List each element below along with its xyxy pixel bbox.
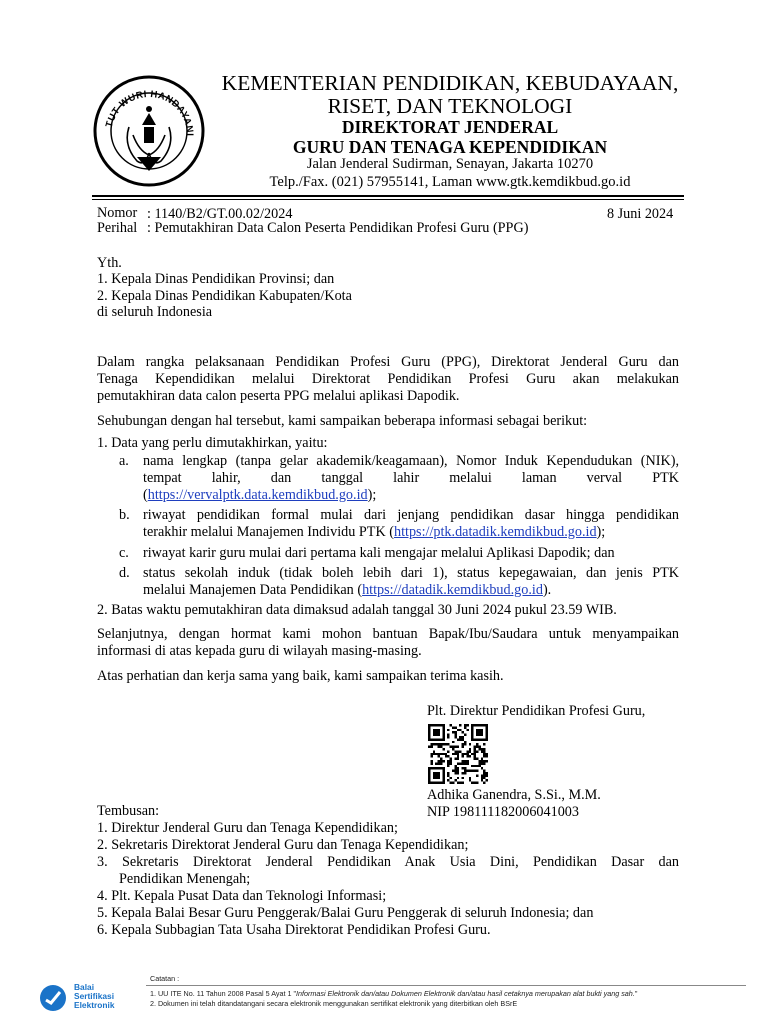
bsre-emblem-icon [38, 983, 68, 1013]
perihal-value: : Pemutakhiran Data Calon Peserta Pendidikan Profesi Guru (PPG) [147, 220, 529, 236]
perihal-label: Perihal [97, 220, 138, 236]
office-contact: Telp./Fax. (021) 57955141, Laman www.gtk.kemdikbud.go.id [269, 174, 631, 190]
sub-item-a-line3: (https://vervalptk.data.kemdikbud.go.id); [143, 487, 377, 503]
sub-item-b-line1: riwayat pendidikan formal mulai dari jenjang pendidikan dasar hingga pendidikan [143, 507, 679, 523]
sub-item-d-line1: status sekolah induk (tidak boleh lebih dari 1), status kepegawaian, dan jenis PTK [143, 565, 679, 581]
letter-date: 8 Juni 2024 [607, 206, 674, 222]
ptk-datadik-link[interactable]: https://ptk.datadik.kemdikbud.go.id [393, 524, 597, 540]
paragraph-3-line2: informasi di atas kepada guru di wilayah masing-masing. [97, 643, 422, 659]
paragraph-3-line1: Selanjutnya, dengan hormat kami mohon bantuan Bapak/Ibu/Saudara untuk menyampaikan [97, 626, 679, 642]
recipient-2: 2. Kepala Dinas Pendidikan Kabupaten/Kota [97, 288, 352, 304]
catatan-label: Catatan : [150, 974, 180, 983]
header-divider-thin [92, 199, 684, 200]
sub-item-c-line1: riwayat karir guru mulai dari pertama kali mengajar melalui Aplikasi Dapodik; dan [143, 545, 615, 561]
salutation: Yth. [97, 255, 122, 271]
sub-item-c-label: c. [119, 545, 129, 561]
datadik-link[interactable]: https://datadik.kemdikbud.go.id [362, 582, 543, 598]
bsre-name-line3: Elektronik [74, 1000, 115, 1010]
tut-wuri-handayani-logo [93, 75, 205, 187]
ministry-name-line2: RISET, DAN TEKNOLOGI [327, 94, 573, 118]
sub-item-b-line2: terakhir melalui Manajemen Individu PTK (https://ptk.datadik.kemdikbud.go.id); [143, 524, 606, 540]
recipient-location: di seluruh Indonesia [97, 304, 213, 320]
nomor-label: Nomor [97, 205, 138, 221]
qr-code [428, 724, 488, 784]
tembusan-4: 4. Plt. Kepala Pusat Data dan Teknologi Informasi; [97, 888, 387, 904]
tembusan-6: 6. Kepala Subbagian Tata Usaha Direktorat Pendidikan Profesi Guru. [97, 922, 491, 938]
svg-text:TUT WURI HANDAYANI: TUT WURI HANDAYANI [103, 88, 196, 137]
paragraph-1-line3: pemutakhiran data calon peserta PPG melalui aplikasi Dapodik. [97, 388, 460, 404]
tembusan-3-line1: 3. Sekretaris Direktorat Jenderal Pendidikan Anak Usia Dini, Pendidikan Dasar dan [97, 854, 679, 870]
tembusan-label: Tembusan: [97, 803, 160, 819]
list-item-1: 1. Data yang perlu dimutakhirkan, yaitu: [97, 435, 328, 451]
footer-note-1: 1. UU ITE No. 11 Tahun 2008 Pasal 5 Ayat 1 "Informasi Elektronik dan/atau Dokumen Elektronik dan/atau hasil cetaknya merupakan alat bukti yang sah." [150, 989, 638, 998]
header-divider [92, 195, 684, 197]
ministry-name-line1: KEMENTERIAN PENDIDIKAN, KEBUDAYAAN, [221, 71, 679, 95]
footer-note-2: 2. Dokumen ini telah ditandatangani secara elektronik menggunakan sertifikat elektronik yang diterbitkan oleh BSrE [150, 999, 518, 1008]
signatory-title: Plt. Direktur Pendidikan Profesi Guru, [427, 703, 646, 719]
paragraph-4: Atas perhatian dan kerja sama yang baik, kami sampaikan terima kasih. [97, 668, 504, 684]
tembusan-2: 2. Sekretaris Direktorat Jenderal Guru dan Tenaga Kependidikan; [97, 837, 469, 853]
directorate-line2: GURU DAN TENAGA KEPENDIDIKAN [292, 137, 608, 157]
tembusan-3-line2: Pendidikan Menengah; [119, 871, 251, 887]
paragraph-1-line2: Tenaga Kependidikan melalui Direktorat Pendidikan Profesi Guru akan melakukan [97, 371, 679, 387]
bsre-logo [38, 982, 138, 1014]
sub-item-a-line2: tempat lahir, dan tanggal lahir melalui laman verval PTK [143, 470, 679, 486]
recipient-1: 1. Kepala Dinas Pendidikan Provinsi; dan [97, 271, 335, 287]
vervalptk-link[interactable]: https://vervalptk.data.kemdikbud.go.id [147, 487, 368, 503]
office-address: Jalan Jenderal Sudirman, Senayan, Jakarta 10270 [306, 156, 594, 172]
sub-item-d-line2: melalui Manajemen Data Pendidikan (https://datadik.kemdikbud.go.id). [143, 582, 552, 598]
paragraph-2: Sehubungan dengan hal tersebut, kami sampaikan beberapa informasi sebagai berikut: [97, 413, 588, 429]
nomor-value: : 1140/B2/GT.00.02/2024 [147, 206, 293, 222]
footer-divider [146, 985, 746, 986]
bsre-name-line1: Balai [74, 982, 95, 992]
sub-item-d-label: d. [119, 565, 130, 581]
sub-item-a-line1: nama lengkap (tanpa gelar akademik/keagamaan), Nomor Induk Kependudukan (NIK), [143, 453, 679, 469]
signatory-name: Adhika Ganendra, S.Si., M.M. [427, 787, 601, 803]
tembusan-1: 1. Direktur Jenderal Guru dan Tenaga Kependidikan; [97, 820, 398, 836]
bsre-name-line2: Sertifikasi [74, 991, 115, 1001]
paragraph-1-line1: Dalam rangka pelaksanaan Pendidikan Profesi Guru (PPG), Direktorat Jenderal Guru dan [97, 354, 679, 370]
list-item-2: 2. Batas waktu pemutakhiran data dimaksud adalah tanggal 30 Juni 2024 pukul 23.59 WIB. [97, 602, 617, 618]
signatory-nip: NIP 198111182006041003 [427, 804, 579, 820]
sub-item-b-label: b. [119, 507, 130, 523]
directorate-line1: DIREKTORAT JENDERAL [341, 117, 559, 137]
tembusan-5: 5. Kepala Balai Besar Guru Penggerak/Balai Guru Penggerak di seluruh Indonesia; dan [97, 905, 594, 921]
sub-item-a-label: a. [119, 453, 129, 469]
